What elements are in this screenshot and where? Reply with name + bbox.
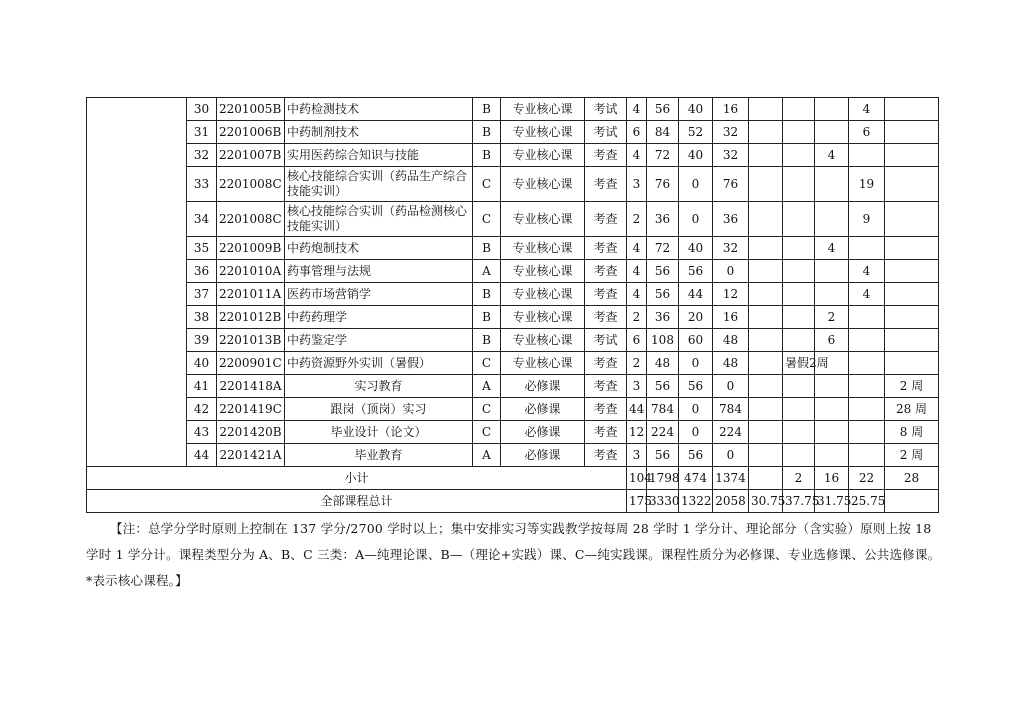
cell-s4 bbox=[849, 421, 885, 444]
cell-theory: 0 bbox=[679, 352, 713, 375]
cell-credit: 3 bbox=[627, 167, 647, 202]
cell-nature: 专业核心课 bbox=[501, 98, 585, 121]
table-row bbox=[87, 306, 939, 329]
cell-theory: 20 bbox=[679, 306, 713, 329]
cell-s3 bbox=[815, 283, 849, 306]
cell-name: 实习教育 bbox=[285, 375, 473, 398]
grand-total-row bbox=[87, 490, 939, 513]
cell-nature: 专业核心课 bbox=[501, 260, 585, 283]
cell-type: A bbox=[473, 375, 501, 398]
cell-total: 108 bbox=[647, 329, 679, 352]
cell-s3 bbox=[815, 375, 849, 398]
cell-s2 bbox=[783, 329, 815, 352]
cell-name: 毕业设计（论文） bbox=[285, 421, 473, 444]
grand-total-row-theory: 1322 bbox=[679, 490, 713, 513]
cell-s2-text: 暑假2周 bbox=[785, 356, 829, 370]
cell-s4 bbox=[849, 144, 885, 167]
table-row bbox=[87, 202, 939, 237]
cell-type: C bbox=[473, 167, 501, 202]
cell-no: 36 bbox=[187, 260, 217, 283]
cell-s1 bbox=[749, 98, 783, 121]
cell-nature: 专业核心课 bbox=[501, 306, 585, 329]
subtotal-row-label: 小计 bbox=[87, 467, 627, 490]
cell-nature: 专业核心课 bbox=[501, 121, 585, 144]
cell-s2 bbox=[783, 202, 815, 237]
cell-theory: 44 bbox=[679, 283, 713, 306]
cell-nature: 专业核心课 bbox=[501, 167, 585, 202]
cell-exam: 考试 bbox=[585, 121, 627, 144]
subtotal-row-theory: 474 bbox=[679, 467, 713, 490]
cell-nature: 专业核心课 bbox=[501, 144, 585, 167]
subtotal-row-s3: 16 bbox=[815, 467, 849, 490]
cell-no: 37 bbox=[187, 283, 217, 306]
cell-total: 72 bbox=[647, 237, 679, 260]
cell-theory: 0 bbox=[679, 398, 713, 421]
cell-no: 34 bbox=[187, 202, 217, 237]
cell-type: A bbox=[473, 444, 501, 467]
course-table bbox=[86, 97, 939, 513]
table-row bbox=[87, 237, 939, 260]
cell-s5 bbox=[885, 306, 939, 329]
cell-s3: 2 bbox=[815, 306, 849, 329]
cell-s5 bbox=[885, 167, 939, 202]
cell-s5 bbox=[885, 202, 939, 237]
subtotal-row-s5: 28 bbox=[885, 467, 939, 490]
cell-name: 实用医药综合知识与技能 bbox=[285, 144, 473, 167]
table-row bbox=[87, 352, 939, 375]
cell-theory: 60 bbox=[679, 329, 713, 352]
cell-total: 48 bbox=[647, 352, 679, 375]
cell-exam: 考查 bbox=[585, 202, 627, 237]
cell-total: 56 bbox=[647, 283, 679, 306]
cell-credit: 4 bbox=[627, 98, 647, 121]
cell-exam: 考查 bbox=[585, 421, 627, 444]
cell-code: 2201010A bbox=[217, 260, 285, 283]
cell-no: 38 bbox=[187, 306, 217, 329]
cell-credit: 4 bbox=[627, 260, 647, 283]
cell-exam: 考查 bbox=[585, 260, 627, 283]
cell-type: B bbox=[473, 98, 501, 121]
cell-type: C bbox=[473, 398, 501, 421]
cell-credit: 6 bbox=[627, 121, 647, 144]
subtotal-row-total: 1798 bbox=[647, 467, 679, 490]
cell-no: 32 bbox=[187, 144, 217, 167]
cell-credit: 2 bbox=[627, 202, 647, 237]
table-row bbox=[87, 167, 939, 202]
cell-code: 2201008C bbox=[217, 167, 285, 202]
cell-exam: 考查 bbox=[585, 144, 627, 167]
cell-credit: 2 bbox=[627, 352, 647, 375]
grand-total-row-total: 3330 bbox=[647, 490, 679, 513]
cell-s1 bbox=[749, 329, 783, 352]
cell-theory: 56 bbox=[679, 375, 713, 398]
cell-s3 bbox=[815, 121, 849, 144]
subtotal-row bbox=[87, 467, 939, 490]
cell-credit: 4 bbox=[627, 283, 647, 306]
cell-s5 bbox=[885, 237, 939, 260]
cell-practice: 224 bbox=[713, 421, 749, 444]
cell-exam: 考查 bbox=[585, 352, 627, 375]
cell-s5 bbox=[885, 283, 939, 306]
grand-total-row-s2: 37.75 bbox=[783, 490, 815, 513]
cell-code: 2201420B bbox=[217, 421, 285, 444]
cell-s4: 4 bbox=[849, 283, 885, 306]
subtotal-row-practice: 1374 bbox=[713, 467, 749, 490]
cell-theory: 0 bbox=[679, 167, 713, 202]
cell-name: 药事管理与法规 bbox=[285, 260, 473, 283]
cell-s5 bbox=[885, 260, 939, 283]
cell-total: 56 bbox=[647, 444, 679, 467]
cell-nature: 专业核心课 bbox=[501, 237, 585, 260]
cell-total: 36 bbox=[647, 306, 679, 329]
cell-s2 bbox=[783, 444, 815, 467]
cell-type: B bbox=[473, 121, 501, 144]
cell-s5 bbox=[885, 352, 939, 375]
cell-practice: 0 bbox=[713, 444, 749, 467]
cell-code: 2201006B bbox=[217, 121, 285, 144]
cell-name: 毕业教育 bbox=[285, 444, 473, 467]
cell-no: 30 bbox=[187, 98, 217, 121]
cell-s5: 8 周 bbox=[885, 421, 939, 444]
cell-code: 2201421A bbox=[217, 444, 285, 467]
cell-name: 核心技能综合实训（药品检测核心技能实训） bbox=[285, 202, 473, 237]
category-cell bbox=[87, 98, 187, 467]
subtotal-row-s2: 2 bbox=[783, 467, 815, 490]
cell-nature: 专业核心课 bbox=[501, 329, 585, 352]
cell-no: 39 bbox=[187, 329, 217, 352]
grand-total-row-practice: 2058 bbox=[713, 490, 749, 513]
cell-type: A bbox=[473, 260, 501, 283]
cell-practice: 36 bbox=[713, 202, 749, 237]
grand-total-row-s5 bbox=[885, 490, 939, 513]
cell-s4: 4 bbox=[849, 98, 885, 121]
cell-practice: 784 bbox=[713, 398, 749, 421]
cell-s3 bbox=[815, 202, 849, 237]
cell-s3 bbox=[815, 444, 849, 467]
cell-total: 56 bbox=[647, 98, 679, 121]
cell-total: 76 bbox=[647, 167, 679, 202]
cell-exam: 考查 bbox=[585, 398, 627, 421]
cell-s5 bbox=[885, 329, 939, 352]
cell-practice: 0 bbox=[713, 375, 749, 398]
cell-practice: 76 bbox=[713, 167, 749, 202]
cell-s3: 4 bbox=[815, 144, 849, 167]
cell-s1 bbox=[749, 237, 783, 260]
cell-s5: 2 周 bbox=[885, 375, 939, 398]
cell-total: 784 bbox=[647, 398, 679, 421]
cell-no: 44 bbox=[187, 444, 217, 467]
cell-total: 36 bbox=[647, 202, 679, 237]
cell-s2 bbox=[783, 144, 815, 167]
cell-name: 中药检测技术 bbox=[285, 98, 473, 121]
cell-s1 bbox=[749, 283, 783, 306]
cell-type: B bbox=[473, 237, 501, 260]
cell-theory: 56 bbox=[679, 260, 713, 283]
cell-theory: 40 bbox=[679, 144, 713, 167]
cell-s1 bbox=[749, 398, 783, 421]
cell-type: C bbox=[473, 202, 501, 237]
cell-practice: 16 bbox=[713, 98, 749, 121]
cell-credit: 44 bbox=[627, 398, 647, 421]
cell-nature: 专业核心课 bbox=[501, 352, 585, 375]
cell-practice: 32 bbox=[713, 121, 749, 144]
cell-theory: 40 bbox=[679, 98, 713, 121]
cell-name: 核心技能综合实训（药品生产综合技能实训） bbox=[285, 167, 473, 202]
cell-s5: 28 周 bbox=[885, 398, 939, 421]
cell-code: 2201418A bbox=[217, 375, 285, 398]
cell-no: 43 bbox=[187, 421, 217, 444]
cell-name: 跟岗（顶岗）实习 bbox=[285, 398, 473, 421]
cell-s4: 9 bbox=[849, 202, 885, 237]
table-row bbox=[87, 260, 939, 283]
cell-name: 中药炮制技术 bbox=[285, 237, 473, 260]
cell-credit: 6 bbox=[627, 329, 647, 352]
cell-exam: 考查 bbox=[585, 306, 627, 329]
cell-theory: 40 bbox=[679, 237, 713, 260]
cell-s2 bbox=[783, 421, 815, 444]
cell-nature: 必修课 bbox=[501, 421, 585, 444]
table-row bbox=[87, 121, 939, 144]
cell-code: 2201012B bbox=[217, 306, 285, 329]
table-row bbox=[87, 329, 939, 352]
cell-s2 bbox=[783, 375, 815, 398]
cell-nature: 必修课 bbox=[501, 375, 585, 398]
cell-theory: 56 bbox=[679, 444, 713, 467]
cell-theory: 0 bbox=[679, 421, 713, 444]
cell-s4: 6 bbox=[849, 121, 885, 144]
cell-s1 bbox=[749, 375, 783, 398]
cell-total: 56 bbox=[647, 375, 679, 398]
cell-s2 bbox=[783, 398, 815, 421]
cell-s2 bbox=[783, 352, 829, 375]
cell-s3: 6 bbox=[815, 329, 849, 352]
cell-type: B bbox=[473, 306, 501, 329]
cell-name: 医药市场营销学 bbox=[285, 283, 473, 306]
cell-practice: 48 bbox=[713, 329, 749, 352]
cell-s2 bbox=[783, 121, 815, 144]
cell-s3 bbox=[815, 167, 849, 202]
cell-s1 bbox=[749, 167, 783, 202]
grand-total-row-s4: 25.75 bbox=[849, 490, 885, 513]
cell-type: C bbox=[473, 421, 501, 444]
cell-no: 35 bbox=[187, 237, 217, 260]
cell-s5 bbox=[885, 144, 939, 167]
cell-name: 中药药理学 bbox=[285, 306, 473, 329]
cell-s2 bbox=[783, 306, 815, 329]
cell-s4 bbox=[849, 306, 885, 329]
cell-theory: 0 bbox=[679, 202, 713, 237]
cell-s5 bbox=[885, 121, 939, 144]
table-footnote: 【注：总学分学时原则上控制在 137 学分/2700 学时以上；集中安排实习等实践教学按每周 28 学时 1 学分计、理论部分（含实验）原则上按 18 学时 1 学分计。课程类型分为 A、B、C 三类：A—纯理论课、B—（理论+实践）课、C—纯实践课。课程性质分为必修课、专业选修课、公共选修课。*表示核心课程。】 bbox=[86, 521, 941, 588]
cell-code: 2201005B bbox=[217, 98, 285, 121]
cell-code: 2200901C bbox=[217, 352, 285, 375]
cell-credit: 2 bbox=[627, 306, 647, 329]
cell-name: 中药资源野外实训（暑假） bbox=[285, 352, 473, 375]
cell-code: 2201008C bbox=[217, 202, 285, 237]
table-row bbox=[87, 144, 939, 167]
cell-practice: 32 bbox=[713, 144, 749, 167]
cell-exam: 考查 bbox=[585, 167, 627, 202]
cell-practice: 32 bbox=[713, 237, 749, 260]
cell-s4: 4 bbox=[849, 260, 885, 283]
cell-no: 33 bbox=[187, 167, 217, 202]
cell-s3 bbox=[815, 421, 849, 444]
table-row bbox=[87, 421, 939, 444]
table-row bbox=[87, 398, 939, 421]
cell-s2 bbox=[783, 237, 815, 260]
cell-s4 bbox=[849, 352, 885, 375]
cell-no: 40 bbox=[187, 352, 217, 375]
cell-type: C bbox=[473, 352, 501, 375]
cell-nature: 必修课 bbox=[501, 444, 585, 467]
cell-no: 42 bbox=[187, 398, 217, 421]
cell-total: 224 bbox=[647, 421, 679, 444]
cell-s2 bbox=[783, 283, 815, 306]
table-row bbox=[87, 375, 939, 398]
cell-exam: 考查 bbox=[585, 375, 627, 398]
cell-s2 bbox=[783, 167, 815, 202]
cell-s4 bbox=[849, 329, 885, 352]
grand-total-row-credit: 175 bbox=[627, 490, 647, 513]
cell-s4: 19 bbox=[849, 167, 885, 202]
cell-s1 bbox=[749, 444, 783, 467]
cell-credit: 12 bbox=[627, 421, 647, 444]
cell-s2 bbox=[783, 260, 815, 283]
cell-exam: 考查 bbox=[585, 444, 627, 467]
grand-total-row-s1: 30.75 bbox=[749, 490, 783, 513]
cell-nature: 专业核心课 bbox=[501, 283, 585, 306]
cell-credit: 4 bbox=[627, 237, 647, 260]
subtotal-row-credit: 104 bbox=[627, 467, 647, 490]
table-row bbox=[87, 444, 939, 467]
cell-exam: 考试 bbox=[585, 98, 627, 121]
cell-s1 bbox=[749, 202, 783, 237]
table-row bbox=[87, 98, 939, 121]
cell-total: 56 bbox=[647, 260, 679, 283]
cell-s3 bbox=[815, 98, 849, 121]
cell-s3 bbox=[815, 260, 849, 283]
subtotal-row-s4: 22 bbox=[849, 467, 885, 490]
cell-name: 中药制剂技术 bbox=[285, 121, 473, 144]
table-row bbox=[87, 283, 939, 306]
cell-s1 bbox=[749, 306, 783, 329]
grand-total-row-label: 全部课程总计 bbox=[87, 490, 627, 513]
cell-credit: 3 bbox=[627, 375, 647, 398]
cell-code: 2201007B bbox=[217, 144, 285, 167]
cell-name: 中药鉴定学 bbox=[285, 329, 473, 352]
cell-practice: 0 bbox=[713, 260, 749, 283]
cell-s1 bbox=[749, 352, 783, 375]
cell-code: 2201009B bbox=[217, 237, 285, 260]
cell-code: 2201013B bbox=[217, 329, 285, 352]
cell-s5 bbox=[885, 98, 939, 121]
cell-s3 bbox=[815, 398, 849, 421]
cell-exam: 考查 bbox=[585, 237, 627, 260]
cell-credit: 3 bbox=[627, 444, 647, 467]
cell-exam: 考试 bbox=[585, 329, 627, 352]
cell-no: 31 bbox=[187, 121, 217, 144]
cell-s4 bbox=[849, 237, 885, 260]
cell-total: 84 bbox=[647, 121, 679, 144]
cell-no: 41 bbox=[187, 375, 217, 398]
cell-s2 bbox=[783, 98, 815, 121]
cell-code: 2201011A bbox=[217, 283, 285, 306]
cell-theory: 52 bbox=[679, 121, 713, 144]
cell-practice: 48 bbox=[713, 352, 749, 375]
cell-s3: 4 bbox=[815, 237, 849, 260]
grand-total-row-s3: 31.75 bbox=[815, 490, 849, 513]
cell-code: 2201419C bbox=[217, 398, 285, 421]
cell-s4 bbox=[849, 444, 885, 467]
cell-type: B bbox=[473, 329, 501, 352]
cell-s1 bbox=[749, 144, 783, 167]
cell-s1 bbox=[749, 421, 783, 444]
cell-credit: 4 bbox=[627, 144, 647, 167]
cell-s1 bbox=[749, 121, 783, 144]
cell-nature: 必修课 bbox=[501, 398, 585, 421]
cell-s4 bbox=[849, 375, 885, 398]
cell-s4 bbox=[849, 398, 885, 421]
cell-s1 bbox=[749, 260, 783, 283]
cell-nature: 专业核心课 bbox=[501, 202, 585, 237]
cell-type: B bbox=[473, 283, 501, 306]
subtotal-row-s1 bbox=[749, 467, 783, 490]
cell-type: B bbox=[473, 144, 501, 167]
cell-exam: 考查 bbox=[585, 283, 627, 306]
cell-s5: 2 周 bbox=[885, 444, 939, 467]
cell-total: 72 bbox=[647, 144, 679, 167]
cell-practice: 12 bbox=[713, 283, 749, 306]
cell-practice: 16 bbox=[713, 306, 749, 329]
